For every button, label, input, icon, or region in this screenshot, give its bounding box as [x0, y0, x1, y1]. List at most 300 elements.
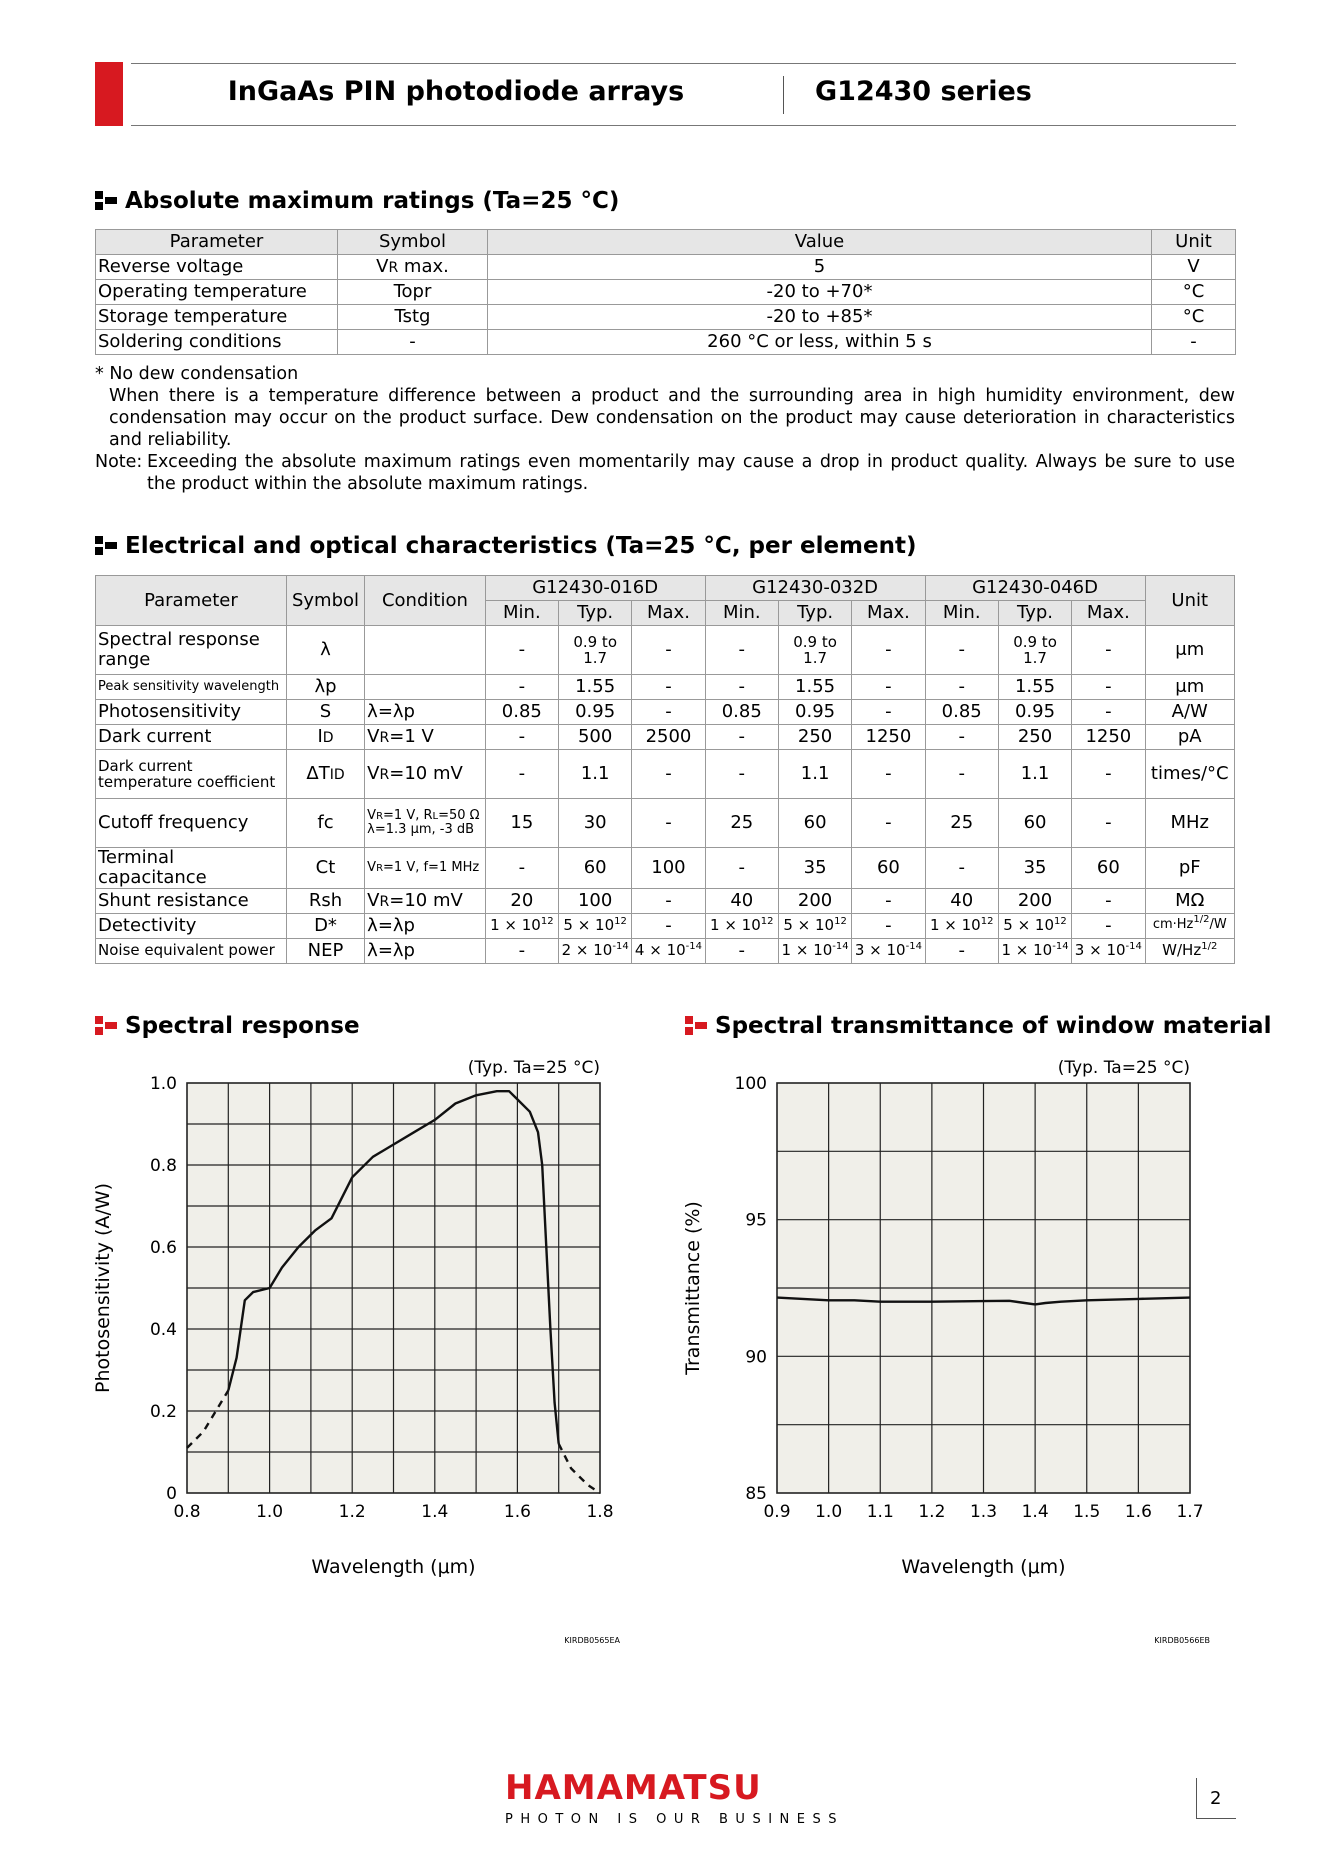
- x-tick-label: 1.3: [969, 1502, 998, 1522]
- value-base: -: [885, 812, 892, 834]
- cell-value: [1072, 913, 1145, 938]
- cond-line-2: λ=1.3 μm, -3 dB: [367, 822, 475, 837]
- table-row: [96, 888, 1235, 913]
- cell-condition: λ=λp: [365, 938, 486, 963]
- abs-max-heading-text: Absolute maximum ratings (Ta=25 °C): [125, 188, 620, 214]
- value-base: 1.1: [580, 763, 610, 785]
- cell-value: [852, 750, 925, 799]
- sub-header: Typ.: [559, 601, 632, 626]
- section-bullet-icon: [685, 1016, 707, 1036]
- cell-condition: [365, 725, 486, 750]
- value-base: 0.9 to 1.7: [573, 632, 617, 667]
- value-base: -: [665, 889, 672, 911]
- cell-value: [925, 848, 998, 889]
- cell-value: [998, 913, 1071, 938]
- col-header: Symbol: [338, 230, 488, 255]
- value-base: 25: [950, 812, 974, 834]
- value-base: -: [665, 763, 672, 785]
- value-base: 0.85: [941, 701, 982, 723]
- value-exponent: -14: [832, 941, 849, 953]
- y-axis-label: Transmittance (%): [682, 1201, 704, 1375]
- cell-value: [632, 725, 705, 750]
- cell-value: [705, 938, 778, 963]
- x-tick-label: 1.0: [815, 1502, 843, 1522]
- x-tick-label: 1.0: [256, 1502, 284, 1522]
- cell-value: [852, 888, 925, 913]
- x-tick-label: 1.5: [1073, 1502, 1101, 1522]
- value-base: 3 × 10: [854, 941, 906, 960]
- cell-symbol: -: [338, 330, 488, 355]
- chart-annotation: (Typ. Ta=25 °C): [467, 1058, 600, 1078]
- value-exponent: -14: [1125, 941, 1142, 953]
- model-header: G12430-016D: [485, 576, 705, 601]
- cell-value: [632, 938, 705, 963]
- value-base: 60: [876, 856, 900, 878]
- cell-parameter: Operating temperature: [96, 280, 338, 305]
- cell-value: [1072, 725, 1145, 750]
- value-base: -: [738, 763, 746, 785]
- value-exponent: 12: [760, 916, 774, 928]
- cell-value: [925, 799, 998, 848]
- col-header: Parameter: [96, 576, 287, 626]
- cell-value: -20 to +70*: [488, 280, 1152, 305]
- cell-value: [705, 626, 778, 675]
- figure-code: KIRDB0565EA: [564, 1636, 620, 1645]
- cell-symbol: [338, 255, 488, 280]
- value-exponent: 12: [980, 916, 994, 928]
- col-header: Unit: [1152, 230, 1236, 255]
- value-base: -: [738, 726, 746, 748]
- cell-value: [559, 848, 632, 889]
- cell-unit: times/°C: [1145, 750, 1235, 799]
- col-header: Parameter: [96, 230, 338, 255]
- cell-value: [852, 799, 925, 848]
- y-tick-label: 0.2: [149, 1402, 177, 1422]
- cell-value: [778, 675, 851, 700]
- cell-value: [705, 913, 778, 938]
- value-base: -: [518, 763, 526, 785]
- value-base: 1 × 10: [781, 941, 833, 960]
- header-separator: [783, 76, 784, 114]
- col-header: Unit: [1145, 576, 1235, 626]
- model-header: G12430-046D: [925, 576, 1145, 601]
- cond-rest: =1 V, f=1 MHz: [383, 859, 480, 875]
- cell-symbol: NEP: [286, 938, 364, 963]
- cell-value: [1072, 750, 1145, 799]
- value-base: 1.55: [795, 676, 836, 698]
- value-base: -: [885, 701, 892, 723]
- cell-unit: [1145, 913, 1235, 938]
- cond-main: V: [367, 726, 380, 748]
- value-base: -: [738, 939, 746, 961]
- value-base: -: [958, 856, 965, 878]
- cell-value: [925, 938, 998, 963]
- value-base: 1 × 10: [710, 916, 761, 935]
- value-base: 5 × 10: [563, 916, 615, 935]
- col-header: Condition: [365, 576, 486, 626]
- cell-parameter: Peak sensitivity wavelength: [96, 675, 287, 700]
- value-exponent: 12: [1054, 916, 1067, 928]
- value-suffix: /W: [1209, 917, 1227, 933]
- y-tick-label: 95: [745, 1210, 767, 1231]
- value-exponent: 1/2: [1193, 914, 1210, 926]
- cell-condition: [365, 626, 486, 675]
- cell-unit: pA: [1145, 725, 1235, 750]
- cell-value: [998, 750, 1071, 799]
- note-label: Note:: [95, 452, 143, 472]
- cell-value: [485, 913, 558, 938]
- cell-value: [925, 626, 998, 675]
- cell-value: [998, 799, 1071, 848]
- cell-value: [485, 626, 558, 675]
- x-tick-label: 1.6: [1124, 1502, 1152, 1522]
- cell-value: [998, 675, 1071, 700]
- value-base: 0.95: [795, 701, 836, 723]
- cell-value: [1072, 888, 1145, 913]
- cell-value: [998, 700, 1071, 725]
- cell-value: [1072, 700, 1145, 725]
- value-base: -: [518, 856, 526, 878]
- section-bullet-icon: [95, 191, 117, 211]
- cell-value: [559, 675, 632, 700]
- cell-symbol: Ct: [286, 848, 364, 889]
- sub-header: Max.: [1072, 601, 1145, 626]
- value-base: 3 × 10: [1074, 941, 1126, 960]
- cell-symbol: Rsh: [286, 888, 364, 913]
- value-base: -: [958, 639, 965, 661]
- sub-header: Min.: [925, 601, 998, 626]
- cell-symbol: fc: [286, 799, 364, 848]
- cell-parameter: Storage temperature: [96, 305, 338, 330]
- value-base: 1 × 10: [1001, 941, 1053, 960]
- table-row: [96, 626, 1235, 675]
- cell-parameter: Cutoff frequency: [96, 799, 287, 848]
- value-exponent: 1/2: [1201, 941, 1218, 953]
- y-axis-label: Photosensitivity (A/W): [92, 1182, 114, 1394]
- cell-value: [778, 848, 851, 889]
- value-base: 250: [797, 726, 833, 748]
- cell-unit: MHz: [1145, 799, 1235, 848]
- cell-value: [1072, 626, 1145, 675]
- cell-value: [778, 700, 851, 725]
- cell-symbol: Tstg: [338, 305, 488, 330]
- value-base: -: [1105, 914, 1112, 936]
- cell-parameter: Shunt resistance: [96, 888, 287, 913]
- cell-value: [998, 626, 1071, 675]
- value-base: 0.9 to 1.7: [1013, 632, 1057, 667]
- x-axis-label: Wavelength (μm): [901, 1556, 1066, 1578]
- cell-value: [925, 675, 998, 700]
- sub-header: Min.: [485, 601, 558, 626]
- cell-value: [485, 675, 558, 700]
- cell-value: [1072, 799, 1145, 848]
- header-rule-top: [131, 63, 1236, 64]
- table-row: [96, 330, 1236, 355]
- x-tick-label: 1.8: [586, 1502, 614, 1522]
- cell-value: [705, 888, 778, 913]
- value-exponent: -14: [1052, 941, 1069, 953]
- cell-value: [559, 888, 632, 913]
- value-exponent: -14: [612, 941, 629, 953]
- cell-symbol: D*: [286, 913, 364, 938]
- header-accent-bar: [95, 62, 123, 126]
- value-base: 500: [577, 726, 613, 748]
- cell-value: [998, 938, 1071, 963]
- page-title: InGaAs PIN photodiode arrays: [227, 76, 685, 107]
- cell-symbol: S: [286, 700, 364, 725]
- cell-condition: [365, 750, 486, 799]
- cell-parameter: Noise equivalent power: [96, 938, 287, 963]
- symbol-main: ΔT: [306, 763, 330, 785]
- cond-sub: R: [379, 767, 390, 784]
- value-base: -: [665, 914, 672, 936]
- cell-unit: V: [1152, 255, 1236, 280]
- value-base: -: [958, 726, 965, 748]
- cell-value: [1072, 675, 1145, 700]
- page-corner-h: [1196, 1818, 1236, 1819]
- value-base: -: [665, 639, 672, 661]
- cond-main: V: [367, 763, 380, 785]
- cond-main: V: [367, 889, 380, 911]
- note: [95, 451, 1235, 495]
- cond-line-1: [367, 809, 483, 823]
- x-tick-label: 1.2: [918, 1502, 946, 1522]
- cell-value: [632, 799, 705, 848]
- symbol-sub: R: [388, 260, 399, 277]
- value-base: -: [1105, 639, 1112, 661]
- cell-value: [998, 848, 1071, 889]
- value-base: 1.1: [1020, 763, 1050, 785]
- cell-condition: λ=λp: [365, 700, 486, 725]
- value-base: 35: [1023, 856, 1047, 878]
- value-base: 1.55: [1014, 676, 1056, 698]
- value-exponent: -14: [905, 941, 922, 953]
- cell-parameter: Detectivity: [96, 913, 287, 938]
- cell-value: [632, 913, 705, 938]
- chart-title: Spectral transmittance of window material: [715, 1013, 1272, 1039]
- cell-condition: λ=λp: [365, 913, 486, 938]
- cell-unit: μm: [1145, 675, 1235, 700]
- cell-value: [559, 725, 632, 750]
- cell-value: [559, 799, 632, 848]
- value-base: 25: [730, 812, 754, 834]
- x-tick-label: 1.4: [1021, 1502, 1049, 1522]
- value-base: 200: [1017, 889, 1053, 911]
- cell-unit: A/W: [1145, 700, 1235, 725]
- value-base: -: [1105, 676, 1112, 698]
- cell-unit: -: [1152, 330, 1236, 355]
- cell-value: [485, 700, 558, 725]
- cell-value: [925, 725, 998, 750]
- value-base: -: [665, 701, 672, 723]
- cond-sub: R: [379, 730, 390, 747]
- cell-value: [925, 888, 998, 913]
- model-header: G12430-032D: [705, 576, 925, 601]
- cell-value: [852, 725, 925, 750]
- cond-rest: =10 mV: [389, 889, 463, 911]
- elec-heading: [95, 533, 917, 559]
- cell-unit: °C: [1152, 305, 1236, 330]
- cell-symbol: [286, 750, 364, 799]
- value-base: 60: [583, 856, 607, 878]
- symbol-rest: max.: [398, 256, 449, 278]
- cell-value: [632, 700, 705, 725]
- y-tick-label: 0.4: [149, 1320, 177, 1340]
- x-tick-label: 1.2: [338, 1502, 366, 1522]
- value-base: 200: [797, 889, 833, 911]
- value-base: 2 × 10: [561, 941, 613, 960]
- cell-parameter: Terminal capacitance: [96, 848, 287, 889]
- value-base: -: [518, 726, 526, 748]
- cell-value: [559, 626, 632, 675]
- cell-value: 260 °C or less, within 5 s: [488, 330, 1152, 355]
- value-base: 60: [1096, 856, 1120, 878]
- sub-header: Typ.: [998, 601, 1071, 626]
- value-base: 60: [803, 812, 827, 834]
- chart-annotation: (Typ. Ta=25 °C): [1057, 1058, 1190, 1078]
- value-base: -: [885, 763, 892, 785]
- value-base: 100: [577, 889, 613, 911]
- cell-value: [778, 888, 851, 913]
- cell-value: [1072, 848, 1145, 889]
- chart-title: Spectral response: [125, 1013, 360, 1039]
- symbol-main: V: [376, 256, 389, 278]
- value-base: 0.85: [501, 701, 542, 723]
- table-row: [96, 280, 1236, 305]
- cond-sub: L: [432, 810, 439, 822]
- x-tick-label: 1.4: [421, 1502, 449, 1522]
- cell-value: [559, 938, 632, 963]
- cell-value: [559, 700, 632, 725]
- cell-value: [998, 888, 1071, 913]
- value-exponent: 12: [834, 916, 847, 928]
- x-tick-label: 1.7: [1176, 1502, 1204, 1522]
- table-row: [96, 305, 1236, 330]
- elec-table: [95, 575, 1235, 964]
- x-tick-label: 1.6: [503, 1502, 531, 1522]
- cond-part: =50 Ω: [438, 807, 480, 823]
- cell-value: [852, 848, 925, 889]
- cell-value: [559, 913, 632, 938]
- value-base: -: [885, 914, 892, 936]
- x-tick-label: 0.9: [763, 1502, 791, 1522]
- table-row: [96, 255, 1236, 280]
- cell-value: [852, 700, 925, 725]
- table-row: [96, 725, 1235, 750]
- value-base: -: [885, 639, 892, 661]
- cell-value: [705, 725, 778, 750]
- table-row: [96, 938, 1235, 963]
- value-base: 5 × 10: [1003, 916, 1055, 935]
- cell-value: [998, 725, 1071, 750]
- transmittance-chart: [670, 1050, 1230, 1645]
- table-row: [96, 675, 1235, 700]
- cell-value: [632, 675, 705, 700]
- cell-value: [778, 913, 851, 938]
- value-exponent: 12: [614, 916, 627, 928]
- transmittance-heading: [685, 1013, 1271, 1039]
- sub-header: Min.: [705, 601, 778, 626]
- cell-unit: °C: [1152, 280, 1236, 305]
- cell-unit: μm: [1145, 626, 1235, 675]
- value-base: 2500: [645, 726, 692, 748]
- cell-value: [925, 750, 998, 799]
- value-base: 40: [730, 889, 754, 911]
- value-base: 5 × 10: [783, 916, 835, 935]
- value-base: 4 × 10: [634, 941, 686, 960]
- tagline: PHOTON IS OUR BUSINESS: [505, 1812, 844, 1827]
- table-row: [96, 799, 1235, 848]
- value-base: 100: [651, 856, 686, 878]
- value-base: -: [665, 676, 672, 698]
- value-base: -: [885, 889, 892, 911]
- value-base: 0.9 to 1.7: [793, 632, 837, 667]
- table-row: [96, 913, 1235, 938]
- cond-part: =1 V, R: [383, 807, 433, 823]
- y-tick-label: 0.6: [149, 1238, 177, 1258]
- value-base: -: [958, 676, 965, 698]
- page-number: 2: [1210, 1788, 1222, 1809]
- value-base: 1 × 10: [490, 916, 541, 935]
- cell-value: [778, 799, 851, 848]
- section-bullet-icon: [95, 1016, 117, 1036]
- cell-value: [632, 888, 705, 913]
- cell-value: [705, 700, 778, 725]
- value-exponent: -14: [685, 941, 703, 953]
- cell-value: [925, 700, 998, 725]
- sub-header: Typ.: [778, 601, 851, 626]
- section-bullet-icon: [95, 536, 117, 556]
- value-base: -: [738, 856, 746, 878]
- value-base: -: [885, 676, 892, 698]
- cell-value: [485, 938, 558, 963]
- cell-parameter: Reverse voltage: [96, 255, 338, 280]
- cond-sub: R: [379, 893, 390, 910]
- y-tick-label: 100: [734, 1074, 767, 1094]
- cell-value: [705, 675, 778, 700]
- cond-main: V: [367, 859, 377, 875]
- cell-condition: [365, 888, 486, 913]
- value-base: 0.95: [575, 701, 616, 723]
- value-base: 1250: [1085, 726, 1132, 748]
- value-base: 1.55: [575, 676, 616, 698]
- cell-symbol: λp: [286, 675, 364, 700]
- value-base: -: [665, 812, 672, 834]
- cell-parameter: Spectral response range: [96, 626, 287, 675]
- cell-value: [632, 848, 705, 889]
- y-tick-label: 0: [166, 1484, 177, 1504]
- value-base: -: [518, 939, 526, 961]
- cell-condition: [365, 675, 486, 700]
- cell-condition: [365, 799, 486, 848]
- spectral-response-chart: [80, 1050, 640, 1645]
- cell-value: [559, 750, 632, 799]
- y-tick-label: 85: [745, 1484, 767, 1504]
- cell-value: [778, 750, 851, 799]
- spectral-response-heading: [95, 1013, 360, 1039]
- cell-condition: [365, 848, 486, 889]
- value-base: -: [518, 639, 526, 661]
- series-name: G12430 series: [815, 76, 1032, 107]
- cell-value: [485, 848, 558, 889]
- footnote-star: * No dew condensation: [95, 364, 299, 384]
- cell-value: [852, 938, 925, 963]
- cell-value: [925, 913, 998, 938]
- value-base: 15: [510, 812, 534, 834]
- cell-value: [485, 725, 558, 750]
- cell-value: [705, 750, 778, 799]
- cell-value: 5: [488, 255, 1152, 280]
